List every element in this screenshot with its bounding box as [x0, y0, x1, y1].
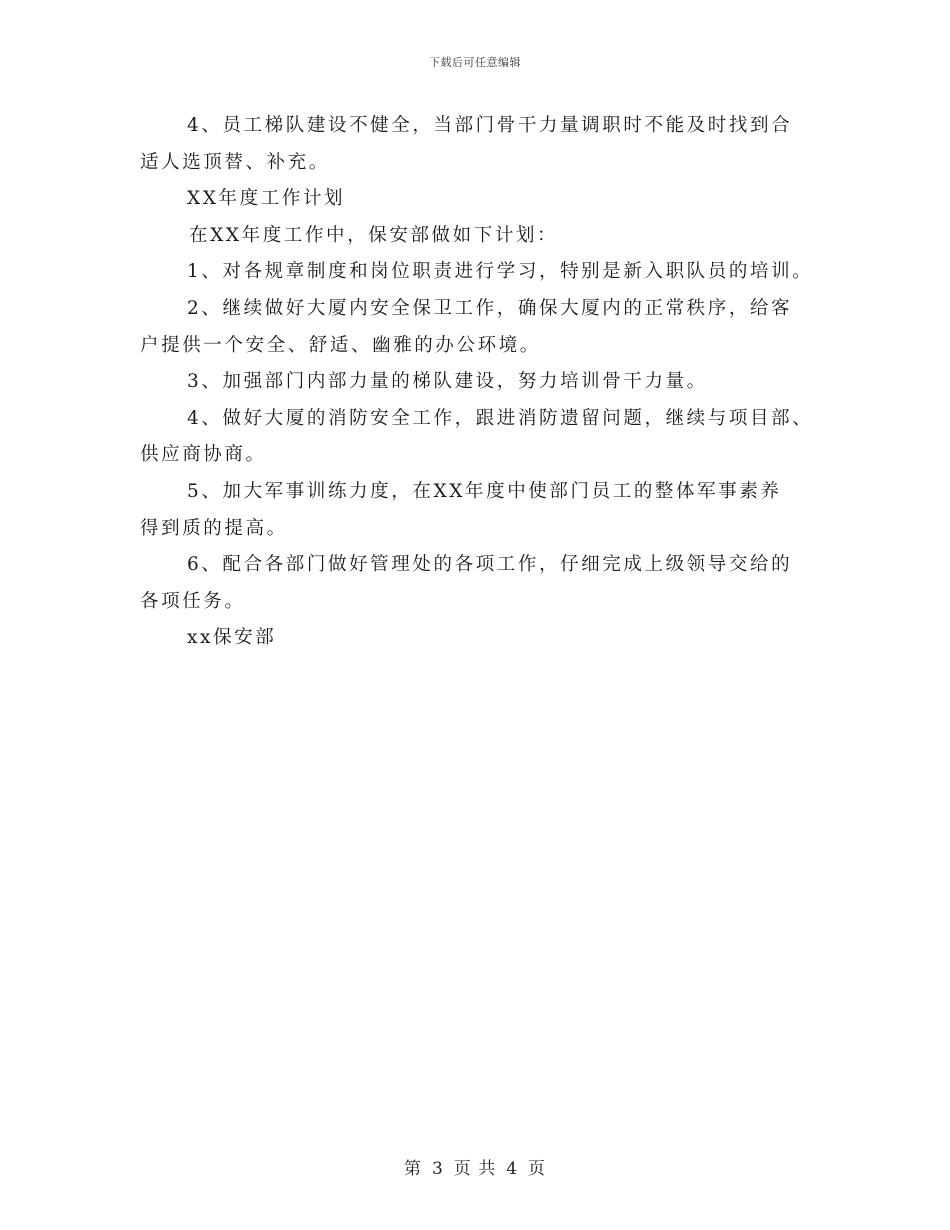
paragraph-line: 6、配合各部门做好管理处的各项工作，仔细完成上级领导交给的	[187, 554, 793, 576]
section-heading-annual-plan	[140, 181, 820, 218]
total-page-count: 4	[506, 1159, 519, 1179]
paragraph-line: 3、加强部门内部力量的梯队建设，努力培训骨干力量。	[187, 371, 708, 393]
paragraph-line: 在XX年度工作中，保安部做如下计划：	[189, 224, 559, 246]
paragraph-line: 5、加大军事训练力度，在XX年度中使部门员工的整体军事素养	[187, 480, 782, 502]
paragraph-line: XX年度工作计划	[187, 188, 346, 210]
current-page-number: 3	[431, 1159, 444, 1179]
paragraph-line: 户提供一个安全、舒适、幽雅的办公环境。	[140, 334, 541, 356]
plan-item-5	[140, 474, 820, 547]
paragraph-staff-issue	[140, 108, 820, 181]
header-note: 下载后可任意编辑	[429, 56, 521, 69]
paragraph-line: 4、员工梯队建设不健全，当部门骨干力量调职时不能及时找到合	[187, 115, 793, 136]
footer-middle: 页 共	[453, 1159, 497, 1179]
paragraph-line: 1、对各规章制度和岗位职责进行学习，特别是新入职队员的培训。	[187, 261, 814, 283]
paragraph-line: 得到质的提高。	[140, 517, 288, 539]
paragraph-line: xx保安部	[187, 627, 277, 649]
plan-item-2	[140, 291, 820, 364]
paragraph-line: 供应商协商。	[140, 444, 267, 466]
footer-suffix: 页	[528, 1159, 547, 1179]
footer-prefix: 第	[403, 1159, 422, 1179]
paragraph-line: 各项任务。	[140, 590, 246, 612]
paragraph-line: 2、继续做好大厦内安全保卫工作，确保大厦内的正常秩序，给客	[187, 297, 793, 319]
document-body	[140, 108, 820, 657]
paragraph-plan-intro	[140, 218, 820, 255]
paragraph-line: 适人选顶替、补充。	[140, 151, 330, 173]
plan-item-3	[140, 364, 820, 401]
plan-item-1	[140, 254, 820, 291]
plan-item-6	[140, 547, 820, 620]
page-footer	[0, 1154, 950, 1179]
plan-item-4	[140, 401, 820, 474]
signature-department	[140, 620, 820, 657]
paragraph-line: 4、做好大厦的消防安全工作，跟进消防遗留问题，继续与项目部、	[187, 407, 814, 429]
